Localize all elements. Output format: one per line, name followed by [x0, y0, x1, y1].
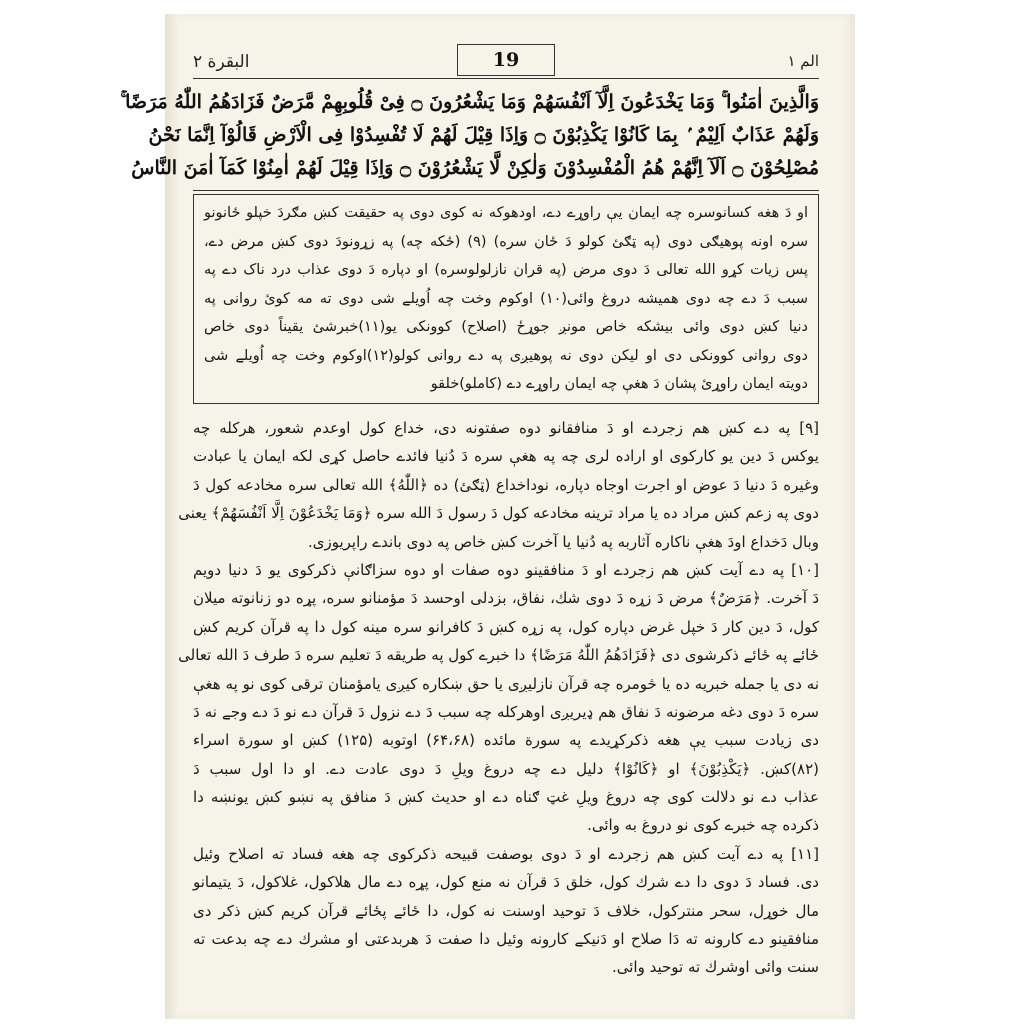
commentary-line: وغیره دَ دنیا دَ عوض او اجرت اوجاه دپاره، نوداخداع (ټګئ) ده ﴿اللّٰهُ﴾ الله تعالی سره مخادعه کول دَ — [193, 475, 819, 494]
commentary-line: ذکرده چه خبرے کوی نو دروغ به وائی. — [587, 816, 819, 835]
translation-line: دوی روانی کوونکی دی او لیکن دوی نه پوهیږی په دے روانی کولو(۱۲)اوکوم وخت چه اُویلے شی — [204, 347, 808, 364]
translation-line: سبب دَ دے چه دوی همیشه دروغ وائی(۱۰) اوکوم وخت چه اُویلے شی دوی ته مه کوئ روانی په — [204, 290, 808, 307]
quran-verses — [120, 86, 819, 191]
commentary-line: دَ آخرت. ﴿مَرَضٌ﴾ مرض دَ زړه دَ دوی شك، نفاق، بزدلی اوحسد دَ مؤمنانو سره، پړه دو زنانوته میلان — [193, 589, 819, 608]
commentary — [178, 414, 819, 984]
verse-line: مُصْلِحُوْنَ ۝ اَلَآ اِنَّهُمْ هُمُ الْمُفْسِدُوْنَ وَلٰكِنْ لَّا يَشْعُرُوْنَ ۝ وَاِذَا قِيْلَ لَهُمْ اٰمِنُوْا كَمَآ اٰمَنَ النَّاسُ — [131, 157, 819, 179]
verse-line: وَلَهُمْ عَذَابٌ اَلِيْمٌ ۢ بِمَا كَانُوْا يَكْذِبُوْنَ ۝ وَاِذَا قِيْلَ لَهُمْ لَا تُفْسِدُوْا فِى الْاَرْضِ قَالُوْآ اِنَّمَا نَحْنُ — [148, 124, 819, 146]
commentary-line: (۸۲)کښ. ﴿يَكْذِبُوْنَ﴾ او ﴿كَانُوْا﴾ دلیل دے چه دروغ ویلِ دَ دوی عادت دے. او دا اول سبب دَ — [193, 759, 819, 778]
commentary-line: عذاب دے نو دلالت کوی چه دروغ ویلِ غټ ګناه دے او حدیث کښ دَ منافق په نښو کښ یونښه دا — [193, 788, 819, 807]
commentary-line: وبال دَخداع اودَ هغې ناکاره آثاربه په دُنیا یا آخرت کښ خاص په دوی باندے راپریوزی. — [307, 532, 819, 551]
commentary-line: دوی په زعم کښ مراد ده یا مراد ترینه مخادعه کول دَ رسول دَ الله سره ﴿وَمَا يَخْدَعُوْنَ اِلَّا اَنْفُسَهُمْ﴾ یعنی — [178, 504, 819, 523]
commentary-line: [۱۱] په دے آیت کښ هم زجردے او دَ دوی بوصفت قبیحه ذکرکوی چه هغه فساد ته اصلاح وئیل — [193, 844, 819, 863]
commentary-line: دی زیادت سبب یې هغه ذکرکړیدے په سورة مائده (۶۴،۶۸) اوتوبه (۱۲۵) کښ او سورة اسراء — [193, 731, 819, 750]
translation-line: دنیا کښ دوی وائی بیشکه خاص مونږ جوړځ (اصلاح) کوونکی یو(۱۱)خبرشئ یقیناً دوی خاص — [204, 319, 808, 335]
commentary-line: دی. فساد دَ دوی دا دے شرك كول، خلق دَ قرآن نه منع کول، پړه دے مال هلاکول، غلاکول، دَ یتیمانو — [193, 873, 819, 892]
translation-line: او دَ هغه کسانوسره چه ایمان یې راوړے دے، اودهوکه نه کوی دوی په حقیقت کښ مګردَ خپلو ځانونو — [204, 205, 808, 221]
page-number: 19 — [457, 44, 555, 76]
header-rule — [193, 78, 819, 79]
book-page — [120, 14, 855, 1019]
surah-title: البقرة ٢ — [193, 52, 250, 72]
page-header — [193, 42, 819, 84]
commentary-line: کول، دَ دین کار دَ خپل غرض دپاره کول، په زړه کښ دَ کافرانو سره مینه کول دا په قرآن کریم کښ — [193, 617, 819, 636]
translation-line: پس زیات کړو الله تعالی دَ دوی مرض (په قران نازلولوسره) او دپاره دَ دوی عذاب درد ناک دے په — [204, 262, 808, 278]
verse-line: وَالَّذِينَ اٰمَنُوا ۚ وَمَا يَخْدَعُونَ اِلَّآ اَنْفُسَهُمْ وَمَا يَشْعُرُونَ ۝ فِىْ قُلُوبِهِمْ مَّرَضٌ فَزَادَهُمُ اللّٰهُ مَرَضًا ۚ — [120, 91, 819, 113]
commentary-line: [۹] په دے کښ هم زجردے او دَ منافقانو دوه صفتونه دی، خداع کول اوعدم شعور، هرکله چه — [193, 419, 819, 437]
translation-line: دویته ایمان راوړئ پشان دَ هغې چه ایمان راوړے دے (کاملو)خلقو — [430, 376, 808, 392]
commentary-line: سره دَ دوی دغه مرضونه دَ نفاق هم ډیریږی اوهرکله چه سبب دَ دے نزول دَ قرآن دے نو دَ دے وجے نه دَ — [193, 702, 819, 721]
translation-line: سره اونه پوهیګی دوی (په ټګئ کولو دَ ځان سره) (۹) (ځکه چه) په زړونودَ دوی کښ مرض دے، — [204, 233, 808, 250]
commentary-line: مال خوړل، سحر منترکول، خلاف دَ توحید اوسنت نه کول، دا ځائے پځائے قرآن کریم کښ ذکر دی — [193, 901, 819, 920]
translation-box — [193, 194, 819, 404]
commentary-line: منافقینو دے کارونه ته دَا صلاح او دَنیکے کارونه وئیل دا صفت دَ هربدعتی او مشرك دے چه بدعت ته — [193, 930, 819, 949]
commentary-line: نه دی یا جمله خبریه ده یا څومره چه قرآن نازلیږی یا حق ښکاره کیږی یامؤمنان ترقی کوی نو په هغې — [193, 674, 819, 693]
commentary-line: سنت وائی اوشرك ته توحید وائی. — [611, 958, 819, 977]
commentary-line: [۱۰] په دے آیت کښ هم زجردے او دَ منافقینو دوه صفات او دوه سزاګانې ذکرکوی یو دَ دنیا دویم — [193, 560, 819, 579]
commentary-line: ځائے په ځائے ذکرشوی دی ﴿فَزَادَهُمُ اللّٰهُ مَرَضًا﴾ دا خبرے کول په طریقه دَ تعلیم سره دَ طرف دَ الله تعالی — [178, 646, 819, 665]
commentary-line: یوکس دَ دین یو کارکوی او اراده لری چه په هغې سره دَ دُنیا فائدے حاصل کړی لکه ایمان یا عبادت — [193, 447, 819, 466]
juz-title: الم ١ — [787, 52, 819, 70]
